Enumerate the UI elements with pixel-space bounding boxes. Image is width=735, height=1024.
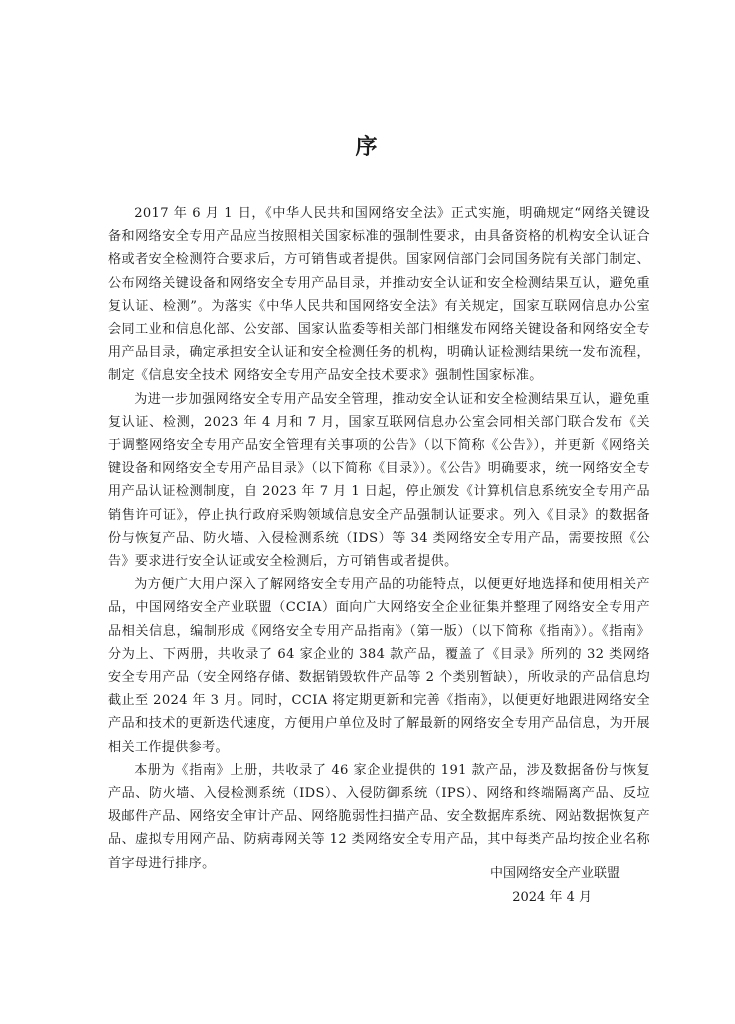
signature-block bbox=[108, 862, 620, 910]
paragraph-3: 为方便广大用户深入了解网络安全专用产品的功能特点，以便更好地选择和使用相关产品，中国网络安全产业联盟（CCIA）面向广大网络安全企业征集并整理了网络安全专用产品相关信息，编制形成《网络安全专用产品指南》（第一版）（以下简称《指南》）。《指南》分为上、下两册，共收录了 64 家企业的 384 款产品，覆盖了《目录》所列的 32 类网络安全专用产品（安全网络存储、数据销毁软件产品等 2 个类别暂缺），所收录的产品信息均截止至 2024 年 3 月。同时，CCIA 将定期更新和完善《指南》，以便更好地跟进网络安全产品和技术的更新迭代速度，方便用户单位及时了解最新的网络安全专用产品信息，为开展相关工作提供参考。 bbox=[108, 577, 650, 755]
preface-body bbox=[108, 202, 650, 875]
signature-date: 2024 年 4 月 bbox=[512, 890, 592, 905]
signature-organization: 中国网络安全产业联盟 bbox=[489, 866, 620, 881]
page-title: 序 bbox=[355, 135, 380, 160]
paragraph-2: 为进一步加强网络安全专用产品安全管理，推动安全认证和安全检测结果互认，避免重复认证、检测，2023 年 4 月和 7 月，国家互联网信息办公室会同相关部门联合发布《关于调整网络安全专用产品安全管理有关事项的公告》（以下简称《公告》），并更新《网络关键设备和网络安全专用产品目录》（以下简称《目录》）。《公告》明确要求，统一网络安全专用产品认证检测制度，自 2023 年 7 月 1 日起，停止颁发《计算机信息系统安全专用产品销售许可证》，停止执行政府采购领域信息安全产品强制认证要求。列入《目录》的数据备份与恢复产品、防火墙、入侵检测系统（IDS）等 34 类网络安全专用产品，需要按照《公告》要求进行安全认证或安全检测后，方可销售或者提供。 bbox=[108, 391, 650, 570]
paragraph-4: 本册为《指南》上册，共收录了 46 家企业提供的 191 款产品，涉及数据备份与恢复产品、防火墙、入侵检测系统（IDS）、入侵防御系统（IPS）、网络和终端隔离产品、反垃圾邮件产品、网络安全审计产品、网络脆弱性扫描产品、安全数据库系统、网站数据恢复产品、虚拟专用网产品、防病毒网关等 12 类网络安全专用产品，其中每类产品均按企业名称首字母进行排序。 bbox=[108, 762, 650, 871]
paragraph-1: 2017 年 6 月 1 日，《中华人民共和国网络安全法》正式实施，明确规定“网络关键设备和网络安全专用产品应当按照相关国家标准的强制性要求，由具备资格的机构安全认证合格或者安全检测符合要求后，方可销售或者提供。国家网信部门会同国务院有关部门制定、公布网络关键设备和网络安全专用产品目录，并推动安全认证和安全检测结果互认，避免重复认证、检测”。为落实《中华人民共和国网络安全法》有关规定，国家互联网信息办公室会同工业和信息化部、公安部、国家认监委等相关部门相继发布网络关键设备和网络安全专用产品目录，确定承担安全认证和安全检测任务的机构，明确认证检测结果统一发布流程，制定《信息安全技术 网络安全专用产品安全技术要求》强制性国家标准。 bbox=[108, 206, 650, 384]
